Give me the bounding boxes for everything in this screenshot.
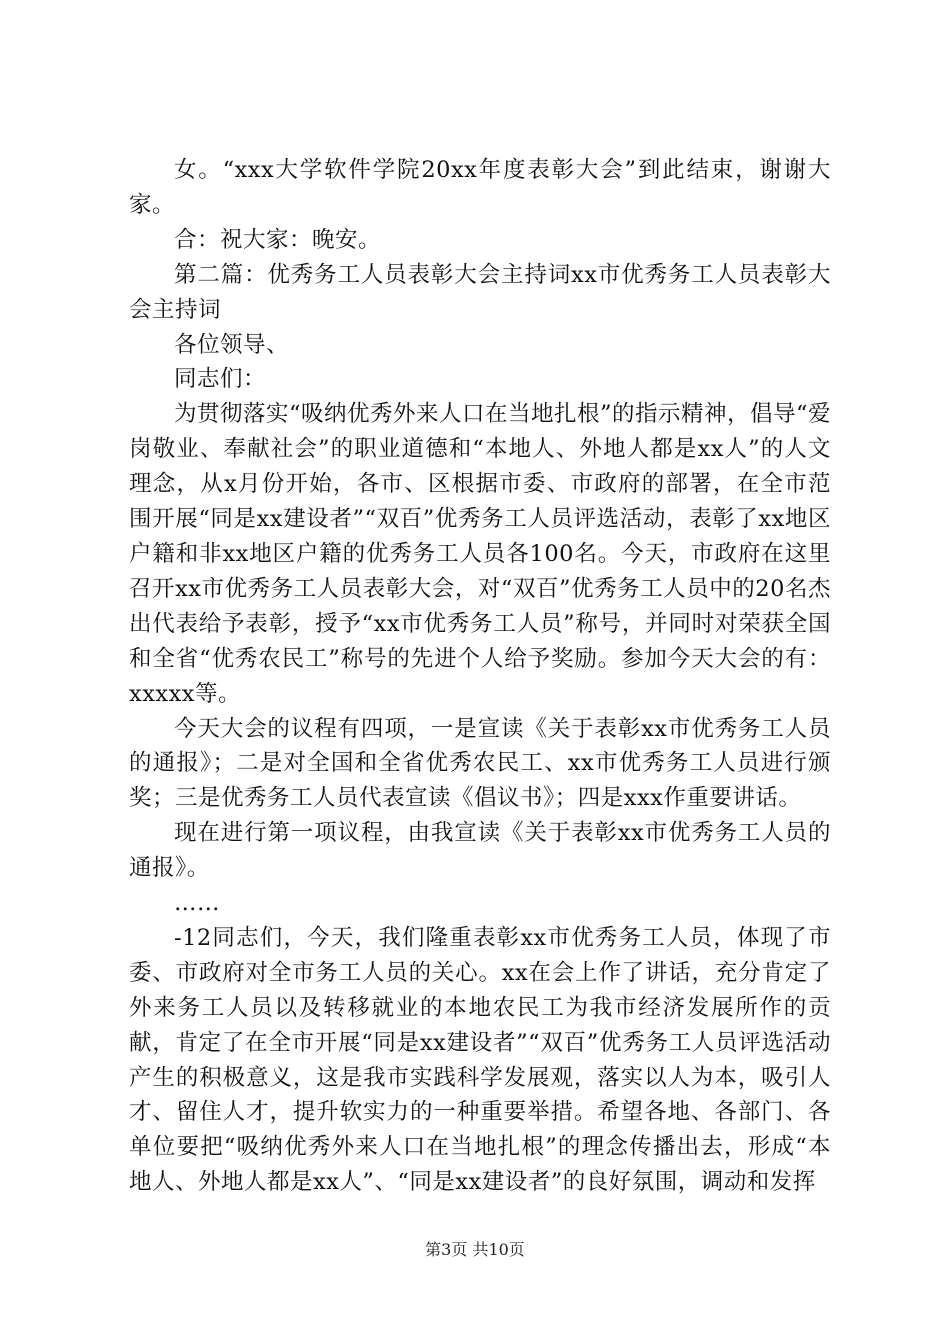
paragraph-closing-speech: -12同志们，今天，我们隆重表彰xx市优秀务工人员，体现了市委、市政府对全市务工人员的关心。xx在会上作了讲话，充分肯定了外来务工人员以及转移就业的本地农民工为我市经济发展所作的贡献，肯定了在全市开展“同是xx建设者”“双百”优秀务工人员评选活动产生的积极意义，这是我市实践科学发展观，落实以人为本，吸引人才、留住人才，提升软实力的一种重要举措。希望各地、各部门、各单位要把“吸纳优秀外来人口在当地扎根”的理念传播出去，形成“本地人、外地人都是xx人”、“同是xx建设者”的良好氛围，调动和发挥 [129, 924, 831, 1196]
paragraph-ellipsis: …… [174, 890, 220, 917]
paragraph-closing: 女。“xxx大学软件学院20xx年度表彰大会”到此结束，谢谢大家。 [129, 157, 831, 218]
paragraph-salutation-leaders: 各位领导、 [174, 331, 290, 358]
paragraph-section-heading: 第二篇：优秀务工人员表彰大会主持词xx市优秀务工人员表彰大会主持词 [129, 261, 831, 323]
paragraph-salutation-comrades: 同志们： [174, 366, 267, 393]
paragraph-introduction: 为贯彻落实“吸纳优秀外来人口在当地扎根”的指示精神，倡导“爱岗敬业、奉献社会”的职业道德和“本地人、外地人都是xx人”的人文理念，从x月份开始，各市、区根据市委、市政府的部署，在全市范围开展“同是xx建设者”“双百”优秀务工人员评选活动，表彰了xx地区户籍和非xx地区户籍的优秀务工人员各100名。今天，市政府在这里召开xx市优秀务工人员表彰大会，对“双百”优秀务工人员中的20名杰出代表给予表彰，授予“xx市优秀务工人员”称号，并同时对荣获全国和全省“优秀农民工”称号的先进个人给予奖励。参加今天大会的有：xxxxx等。 [129, 401, 832, 707]
paragraph-farewell: 合：祝大家：晚安。 [174, 226, 382, 253]
paragraph-first-item: 现在进行第一项议程，由我宣读《关于表彰xx市优秀务工人员的通报》。 [129, 820, 831, 882]
page-number-footer: 第3页 共10页 [425, 1240, 525, 1259]
document-body [129, 153, 831, 1200]
paragraph-agenda: 今天大会的议程有四项，一是宣读《关于表彰xx市优秀务工人员的通报》；二是对全国和全省优秀农民工、xx市优秀务工人员进行颁奖；三是优秀务工人员代表宣读《倡议书》；四是xxx作重要讲话。 [129, 715, 831, 812]
